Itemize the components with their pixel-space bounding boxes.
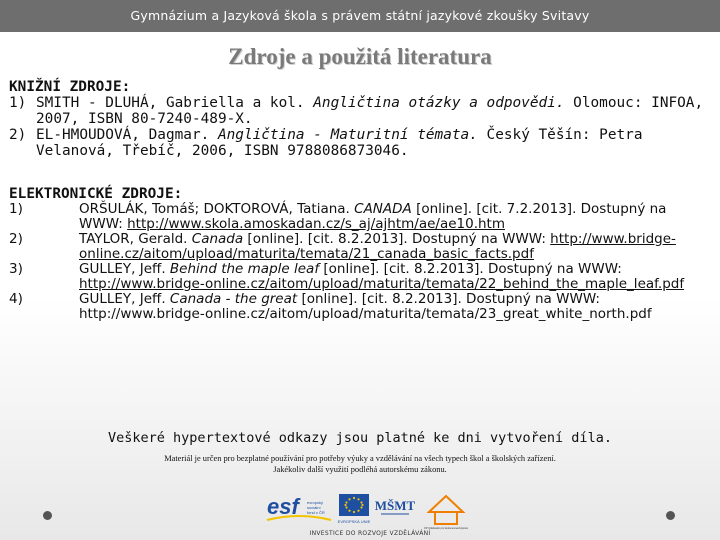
eu-flag-logo <box>337 492 371 530</box>
item-number: 2) <box>9 231 23 247</box>
citation-rest: [online]. [cit. 8.2.2013]. Dostupný na WWW: <box>319 261 622 277</box>
source-link[interactable]: http://www.skola.amoskadan.cz/s_aj/ajhtm/ae/ae10.htm <box>127 216 505 232</box>
book-item <box>9 127 709 159</box>
school-name: Gymnázium a Jazyková škola s právem státní jazykové zkoušky Svitavy <box>130 8 590 23</box>
book-citation <box>36 127 709 159</box>
funding-logos <box>265 492 475 532</box>
citation-author: EL-HMOUDOVÁ, Dagmar. <box>36 127 218 143</box>
page-title: Zdroje a použitá literatura <box>228 44 492 69</box>
web-item <box>9 202 713 232</box>
citation-rest: [online]. [cit. 8.2.2013]. Dostupný na WWW: <box>297 291 600 307</box>
book-sources-heading: KNIŽNÍ ZDROJE: <box>9 79 131 95</box>
citation-title: Angličtina otázky a odpovědi. <box>313 95 565 111</box>
esf-logo <box>265 492 333 530</box>
web-citation <box>79 202 713 232</box>
citation-title: Behind the maple leaf <box>169 261 320 277</box>
web-citation <box>79 292 713 322</box>
op-vk-logo-text: OP Vzdělávání pro konkurenceschopnost <box>424 527 468 530</box>
op-vk-logo <box>421 492 471 530</box>
citation-rest: [online]. [cit. 7.2.2013]. Dostupný na WWW: <box>79 201 667 232</box>
web-item <box>9 232 713 262</box>
citation-author: TAYLOR, Gerald. <box>79 231 192 247</box>
msmt-logo-text: MŠMT <box>375 498 415 513</box>
citation-rest: Olomouc: INFOA, 2007, ISBN 80-7240-489-X. <box>36 95 704 127</box>
book-item <box>9 95 709 127</box>
legal-line: Materiál je určen pro bezplatné používání pro potřeby výuky a vzdělávání na všech typech škol a školských zařízení. <box>164 454 556 463</box>
source-link[interactable]: http://www.bridge-online.cz/aitom/upload/maturita/temata/22_behind_the_maple_leaf.pdf <box>79 276 685 292</box>
citation-rest: Český Těšín: Petra Velanová, Třebíč, 2006, ISBN 9788086873046. <box>36 127 643 159</box>
logo-caption: INVESTICE DO ROZVOJE VZDĚLÁVÁNÍ <box>309 530 431 537</box>
web-item <box>9 262 713 292</box>
item-number: 1) <box>9 95 27 111</box>
source-url-text: http://www.bridge-online.cz/aitom/upload/maturita/temata/23_great_white_north.pdf <box>79 306 652 322</box>
electronic-sources <box>9 186 713 322</box>
electronic-sources-heading: ELEKTRONICKÉ ZDROJE: <box>9 186 183 202</box>
hyperlink-validity-note: Veškeré hypertextové odkazy jsou platné ke dni vytvoření díla. <box>108 430 612 446</box>
esf-logo-subtext: evropský sociální fond v ČR <box>307 500 325 515</box>
citation-title: Canada <box>191 231 244 247</box>
item-number: 1) <box>9 201 23 217</box>
item-number: 3) <box>9 261 23 277</box>
esf-logo-text: esf <box>267 494 299 519</box>
web-citation <box>79 262 713 292</box>
legal-notice <box>95 453 625 475</box>
source-link[interactable]: http://www.bridge-online.cz/aitom/upload/maturita/temata/21_canada_basic_facts.pdf <box>79 231 676 262</box>
web-citation <box>79 232 713 262</box>
msmt-logo <box>375 492 415 530</box>
book-sources <box>9 79 709 159</box>
citation-author: GULLEY, Jeff. <box>79 291 170 307</box>
book-citation <box>36 95 709 127</box>
citation-author: GULLEY, Jeff. <box>79 261 170 277</box>
item-number: 4) <box>9 291 23 307</box>
citation-author: SMITH - DLUHÁ, Gabriella a kol. <box>36 95 314 111</box>
legal-line: Jakékoliv další využití podléhá autorskému zákonu. <box>273 465 447 474</box>
citation-title: Angličtina - Maturitní témata. <box>217 127 478 143</box>
citation-title: Canada - the great <box>169 291 298 307</box>
web-item <box>9 292 713 322</box>
bullet-dot <box>666 511 675 520</box>
eu-logo-text: EVROPSKÁ UNIE <box>337 519 371 524</box>
bullet-dot <box>43 511 52 520</box>
citation-title: CANADA <box>354 201 412 217</box>
citation-rest: [online]. [cit. 8.2.2013]. Dostupný na WWW: <box>243 231 551 247</box>
item-number: 2) <box>9 127 27 143</box>
citation-author: ORŠULÁK, Tomáš; DOKTOROVÁ, Tatiana. <box>79 201 355 217</box>
